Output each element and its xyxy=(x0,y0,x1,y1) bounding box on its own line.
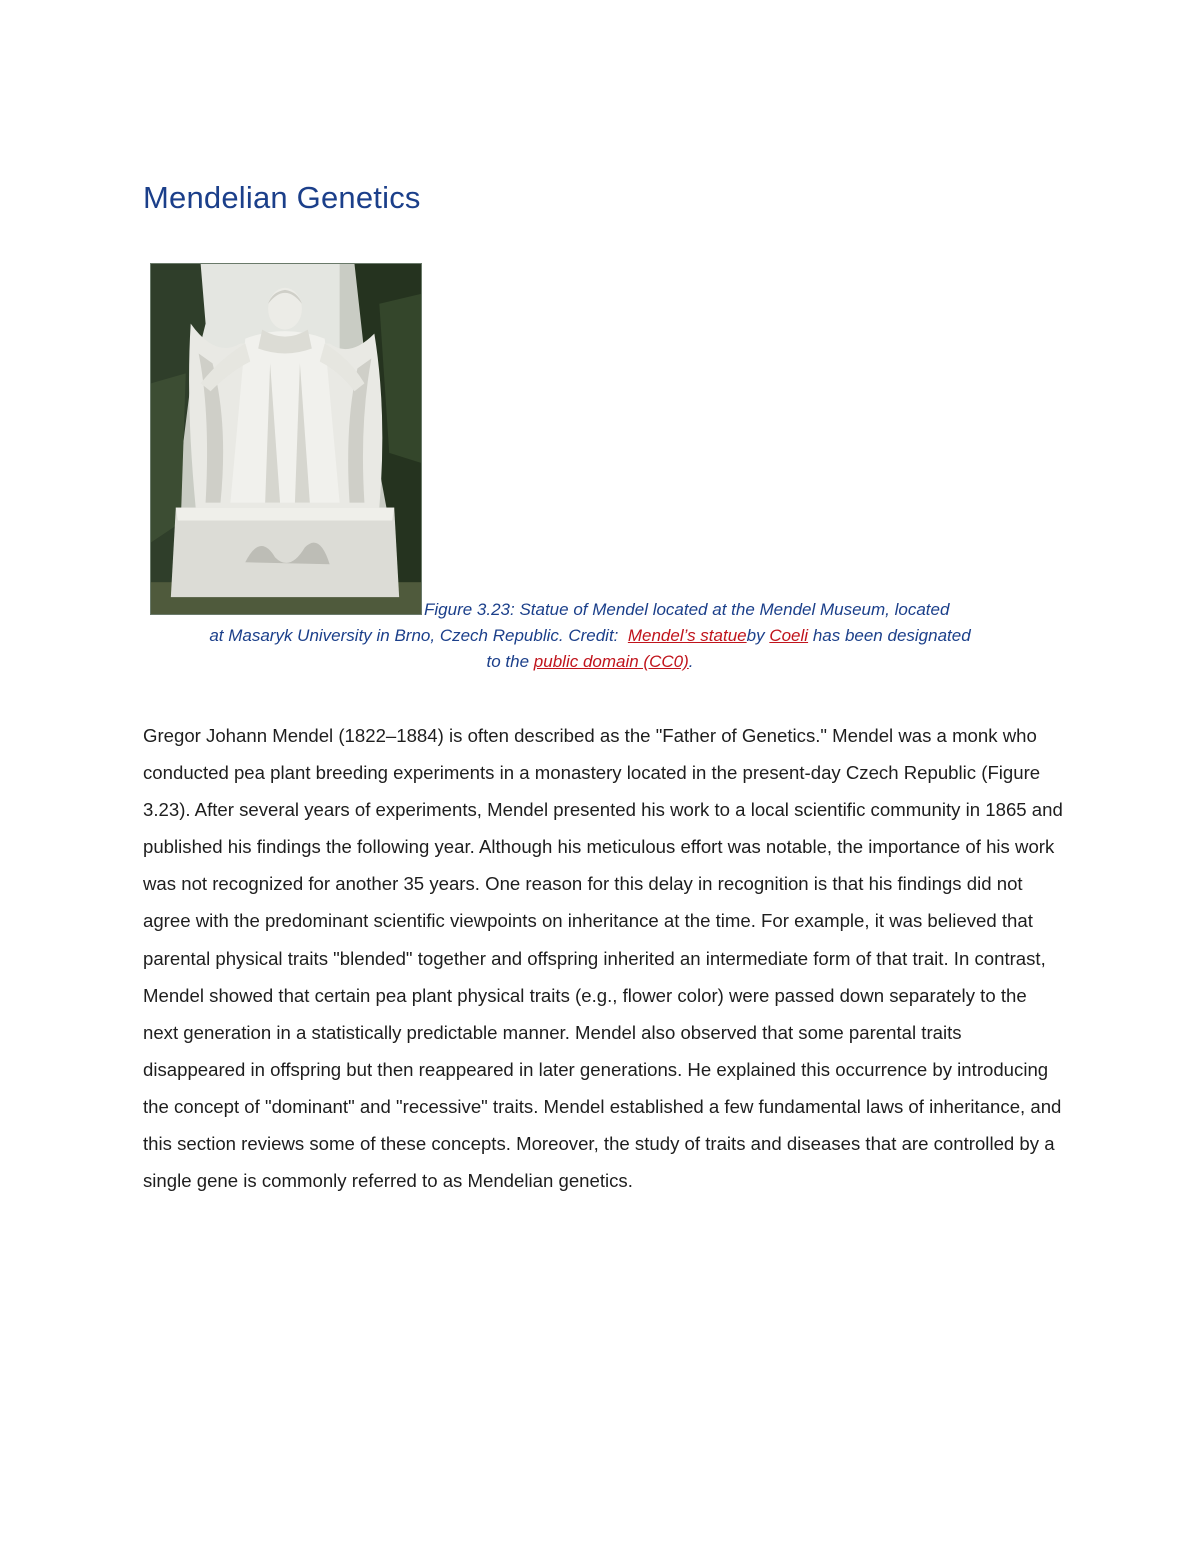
figure-caption xyxy=(130,597,1050,675)
link-mendels-statue[interactable]: Mendel’s statue xyxy=(627,626,747,645)
mendel-statue-photo xyxy=(150,263,422,615)
caption-line-3 xyxy=(130,649,1050,675)
caption-designated-text: has been designated xyxy=(812,626,971,645)
page-title: Mendelian Genetics xyxy=(143,180,421,215)
caption-period: . xyxy=(688,652,694,671)
caption-credit-text: at Masaryk University in Brno, Czech Republic. Credit: xyxy=(209,626,619,645)
link-coeli[interactable]: Coeli xyxy=(769,626,809,645)
caption-by-text: by xyxy=(746,626,765,645)
caption-to-the-text: to the xyxy=(486,652,530,671)
caption-line-2 xyxy=(130,623,1050,649)
link-public-domain[interactable]: public domain (CC0) xyxy=(533,652,689,671)
body-paragraph: Gregor Johann Mendel (1822–1884) is often described as the "Father of Genetics." Mendel was a monk who conducted pea plant breeding experiments in a monastery located in the present-day Czech Republic (Figure 3.23). After several years of experiments, Mendel presented his work to a local scientific community in 1865 and published his findings the following year. Although his meticulous effort was notable, the importance of his work was not recognized for another 35 years. One reason for this delay in recognition is that his findings did not agree with the predominant scientific viewpoints on inheritance at the time. For example, it was believed that parental physical traits "blended" together and offspring inherited an intermediate form of that trait. In contrast, Mendel showed that certain pea plant physical traits (e.g., flower color) were passed down separately to the next generation in a statistically predictable manner. Mendel also observed that some parental traits disappeared in offspring but then reappeared in later generations. He explained this occurrence by introducing the concept of "dominant" and "recessive" traits. Mendel established a few fundamental laws of inheritance, and this section reviews some of these concepts. Moreover, the study of traits and diseases that are controlled by a single gene is commonly referred to as Mendelian genetics. xyxy=(143,725,1063,1192)
caption-line-1: Figure 3.23: Statue of Mendel located at the Mendel Museum, located xyxy=(424,600,950,619)
